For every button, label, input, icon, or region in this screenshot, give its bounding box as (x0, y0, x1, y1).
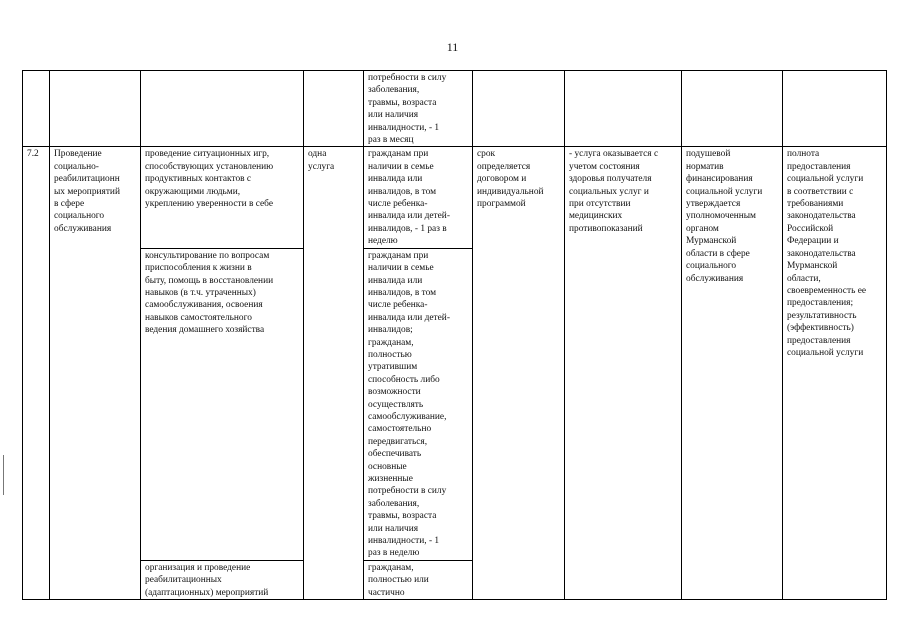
services-table (22, 70, 887, 600)
cell-empty (23, 71, 50, 147)
recipients-cell: потребности в силу заболевания, травмы, возраста или наличия инвалидности, - 1 раз в месяц (364, 71, 473, 147)
norm-cell: подушевой норматив финансирования социальной услуги утверждается уполномоченным органом Мурманской области в сфере социального обслуживания (682, 147, 783, 600)
service-name: Проведение социально- реабилитационн ых мероприятий в сфере социального обслуживания (50, 147, 141, 600)
service-content: организация и проведение реабилитационных (адаптационных) мероприятий (141, 560, 304, 599)
cell-empty (473, 71, 565, 147)
service-content: консультирование по вопросам приспособления к жизни в быту, помощь в восстановлении навыков (в т.ч. утраченных) самообслуживания, освоения навыков самостоятельного ведения домашнего хозяйства (141, 248, 304, 560)
scan-edge-mark (3, 455, 4, 495)
term-cell: срок определяется договором и индивидуальной программой (473, 147, 565, 600)
table-row (23, 147, 887, 248)
recipients-cell: гражданам при наличии в семье инвалида или инвалидов, в том числе ребенка- инвалида или детей- инвалидов; гражданам, полностью утратившим способность либо возможности осуществлять самообслуживание, самостоятельно передвигаться, обеспечивать основные жизненные потребности в силу заболевания, травмы, возраста или наличия инвалидности, - 1 раз в неделю (364, 248, 473, 560)
service-content: проведение ситуационных игр, способствующих установлению продуктивных контактов с окружающими людьми, укреплению уверенности в себе (141, 147, 304, 248)
continuation-row (23, 71, 887, 147)
cell-empty (50, 71, 141, 147)
quality-cell: полнота предоставления социальной услуги в соответствии с требованиями законодательства Российской Федерации и законодательства Мурманской области, своевременность ее предоставления; результативность (эффективность) предоставления социальной услуги (783, 147, 887, 600)
row-number: 7.2 (23, 147, 50, 600)
cell-empty (141, 71, 304, 147)
volume-unit: одна услуга (304, 147, 364, 600)
recipients-cell: гражданам при наличии в семье инвалида или инвалидов, в том числе ребенка- инвалида или детей- инвалидов, - 1 раз в неделю (364, 147, 473, 248)
cell-empty (565, 71, 682, 147)
cell-empty (783, 71, 887, 147)
cell-empty (682, 71, 783, 147)
conditions-cell: - услуга оказывается с учетом состояния здоровья получателя социальных услуг и при отсутствии медицинских противопоказаний (565, 147, 682, 600)
cell-empty (304, 71, 364, 147)
recipients-cell: гражданам, полностью или частично (364, 560, 473, 599)
page-number: 11 (446, 40, 459, 54)
